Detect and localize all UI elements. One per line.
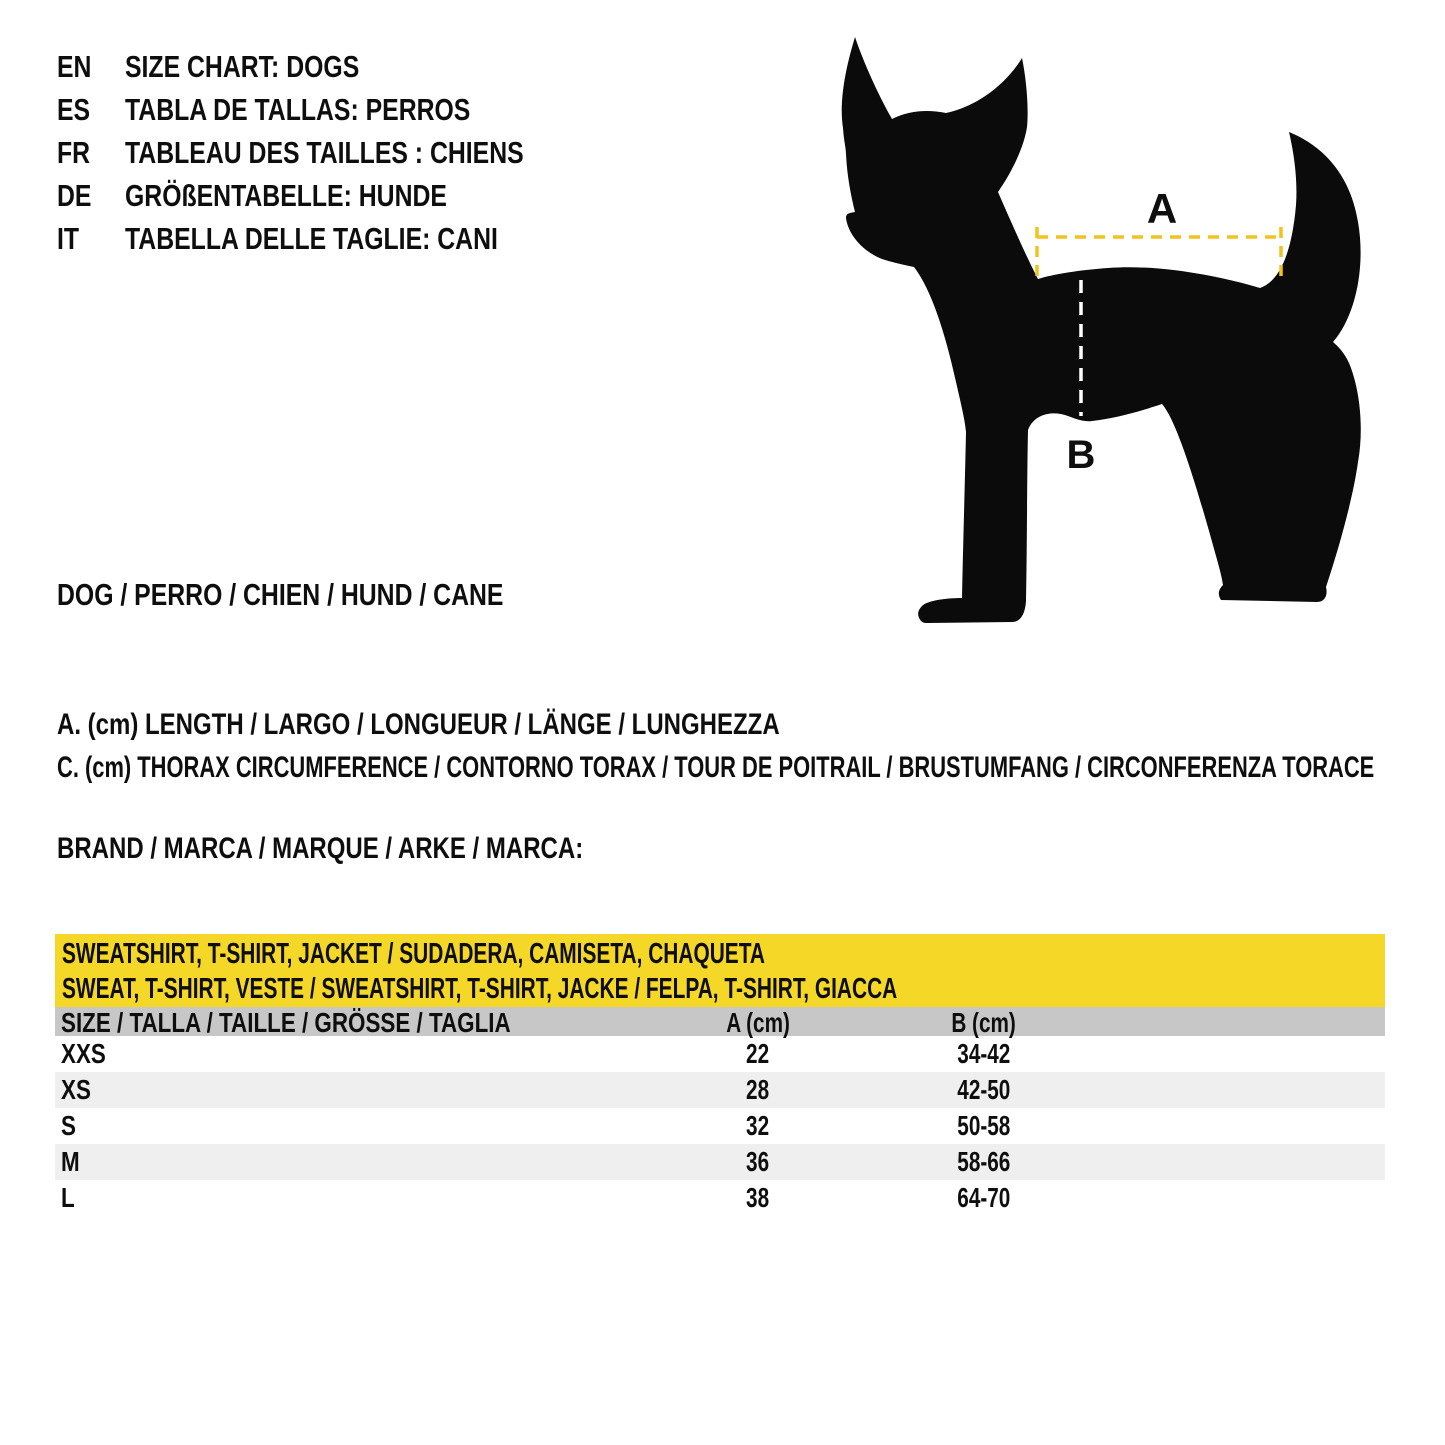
size-cell: XS xyxy=(61,1074,91,1105)
b-cell: 58-66 xyxy=(957,1146,1011,1177)
dog-silhouette-svg xyxy=(828,36,1408,636)
a-cell: 28 xyxy=(746,1074,770,1105)
brand-line xyxy=(57,831,715,867)
a-cell: 32 xyxy=(746,1110,770,1141)
language-row-de xyxy=(57,174,623,217)
table-header-row xyxy=(55,1007,1385,1036)
dog-figure xyxy=(828,36,1408,636)
table-title-line2: SWEAT, T-SHIRT, VESTE / SWEATSHIRT, T-SHIRT, JACKE / FELPA, T-SHIRT, GIACCA xyxy=(62,973,898,1005)
measure-a-label: A xyxy=(1146,185,1178,232)
page-title-de: GRÖßENTABELLE: HUNDE xyxy=(125,178,447,213)
measure-b-label: B xyxy=(1066,433,1096,477)
language-title-list xyxy=(57,45,623,260)
a-cell: 38 xyxy=(746,1182,770,1213)
dog-caption xyxy=(57,577,615,613)
page-title-it: TABELLA DELLE TAGLIE: CANI xyxy=(125,221,498,256)
dog-silhouette xyxy=(842,37,1361,623)
size-table xyxy=(55,934,1385,1216)
language-row-fr xyxy=(57,131,623,174)
measurement-note-a: A. (cm) LENGTH / LARGO / LONGUEUR / LÄNGE / LUNGHEZZA xyxy=(57,708,780,741)
language-code: IT xyxy=(57,221,80,256)
table-title-band xyxy=(55,934,1385,1007)
b-cell: 50-58 xyxy=(957,1110,1011,1141)
language-code: EN xyxy=(57,49,92,84)
column-header-b: B (cm) xyxy=(951,1007,1017,1038)
language-row-es xyxy=(57,88,623,131)
language-code: DE xyxy=(57,178,92,213)
b-cell: 42-50 xyxy=(957,1074,1011,1105)
table-title-line1: SWEATSHIRT, T-SHIRT, JACKET / SUDADERA, CAMISETA, CHAQUETA xyxy=(62,938,765,970)
language-row-it xyxy=(57,217,623,260)
column-header-a: A (cm) xyxy=(726,1007,790,1038)
language-code: FR xyxy=(57,135,91,170)
table-row xyxy=(55,1036,1385,1072)
size-cell: S xyxy=(61,1110,76,1141)
language-code: ES xyxy=(57,92,91,127)
table-row xyxy=(55,1108,1385,1144)
measurement-note-c: C. (cm) THORAX CIRCUMFERENCE / CONTORNO TORAX / TOUR DE POITRAIL / BRUSTUMFANG / CIRCONFERENZA TORACE xyxy=(57,751,1375,784)
a-cell: 36 xyxy=(746,1146,770,1177)
size-cell: XXS xyxy=(61,1038,106,1069)
table-row xyxy=(55,1144,1385,1180)
page-title-es: TABLA DE TALLAS: PERROS xyxy=(125,92,471,127)
page-title-fr: TABLEAU DES TAILLES : CHIENS xyxy=(125,135,524,170)
table-row xyxy=(55,1180,1385,1216)
dog-caption-text: DOG / PERRO / CHIEN / HUND / CANE xyxy=(57,577,504,612)
language-row-en xyxy=(57,45,623,88)
size-cell: M xyxy=(61,1146,80,1177)
measurement-notes xyxy=(57,703,1445,789)
page-title: SIZE CHART: DOGS xyxy=(125,49,360,84)
column-header-size: SIZE / TALLA / TAILLE / GRÖSSE / TAGLIA xyxy=(61,1007,511,1038)
table-row xyxy=(55,1072,1385,1108)
a-cell: 22 xyxy=(746,1038,770,1069)
b-cell: 34-42 xyxy=(957,1038,1011,1069)
b-cell: 64-70 xyxy=(957,1182,1011,1213)
size-cell: L xyxy=(61,1182,75,1213)
brand-line-text: BRAND / MARCA / MARQUE / ARKE / MARCA: xyxy=(57,832,584,865)
